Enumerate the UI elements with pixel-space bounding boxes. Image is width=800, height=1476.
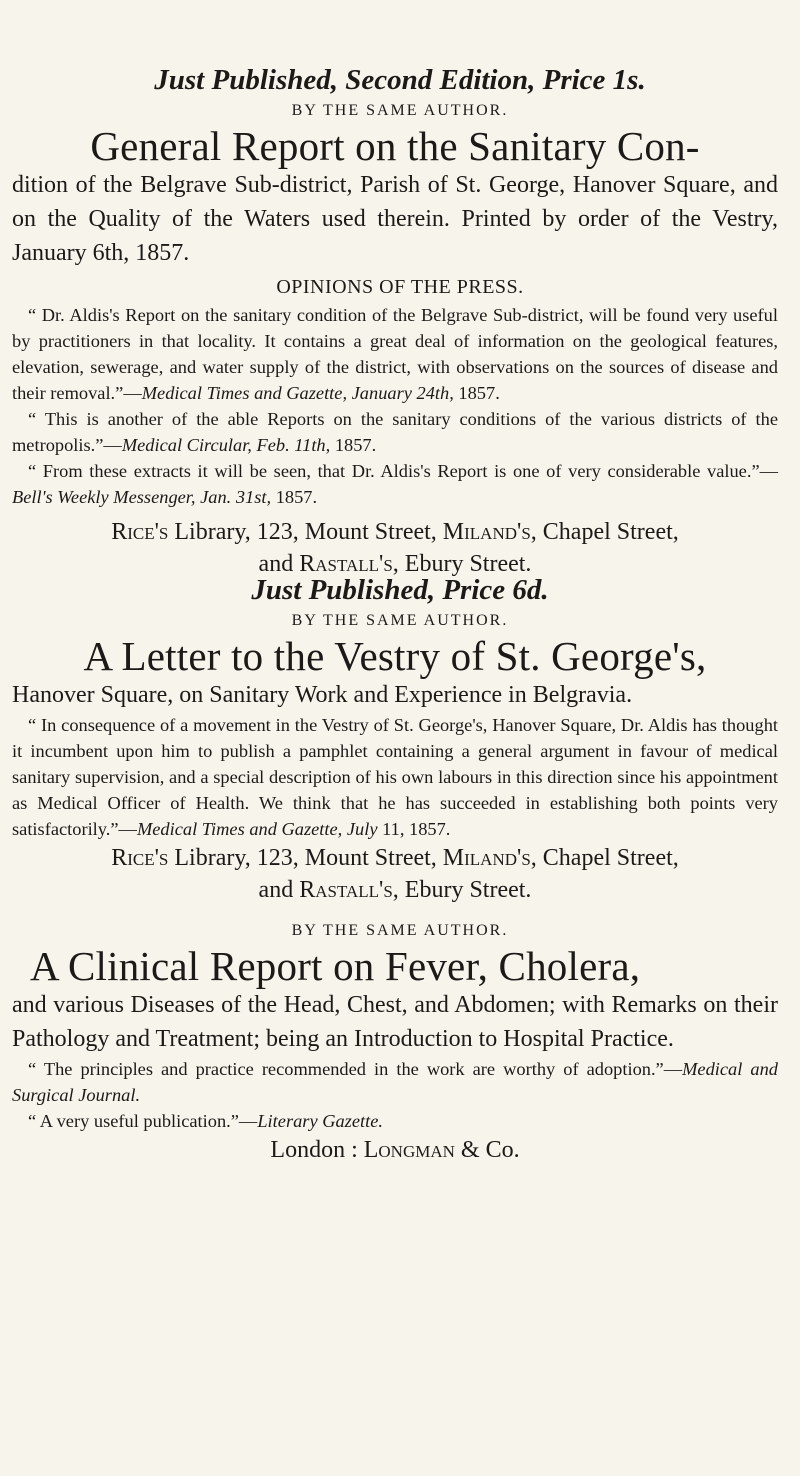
quote-text: “ The principles and practice recommended in the work are worthy of adoption.”—	[28, 1059, 683, 1079]
quote-text: “ A very useful publication.”—	[28, 1111, 258, 1131]
publisher-text: & Co.	[454, 1137, 520, 1163]
book-subtitle: and various Diseases of the Head, Chest, and Abdomen; with Remarks on their Pathology and Treatment; being an Introduction to Hospital Practice.	[12, 992, 778, 1052]
book-subtitle: dition of the Belgrave Sub-district, Parish of St. George, Hanover Square, and on the Quality of the Waters used therein. Printed by order of the Vestry, January 6th, 1857.	[12, 172, 778, 266]
quote-source-tail: 11, 1857.	[377, 819, 451, 839]
quote-source-tail: 1857.	[330, 435, 377, 455]
seller-text: , Ebury Street.	[392, 877, 532, 903]
seller-address	[12, 516, 778, 580]
byline: BY THE SAME AUTHOR.	[291, 922, 509, 939]
quote-source: Literary Gazette.	[257, 1111, 383, 1131]
press-quote	[12, 302, 778, 406]
seller-text: , Ebury Street.	[392, 551, 532, 577]
publisher-text: London :	[270, 1137, 364, 1163]
quote-source: Medical and Surgical Journal.	[12, 1059, 778, 1105]
opinions-heading: OPINIONS OF THE PRESS.	[276, 276, 524, 298]
book-subtitle: Hanover Square, on Sanitary Work and Experience in Belgravia.	[12, 682, 633, 708]
seller-text: Library, 123, Mount Street,	[168, 519, 443, 545]
book-title	[12, 944, 778, 1056]
book-title	[12, 634, 778, 712]
seller-name: Rice's	[111, 845, 169, 871]
quote-text: “ Dr. Aldis's Report on the sanitary condition of the Belgrave Sub-district, will be found very useful by practitioners in that locality. It contains a great deal of information on the geological features, elevation, sewerage, and water supply of the district, with observations on the sources of disease and their removal.”—	[12, 305, 778, 403]
seller-name: Miland's	[442, 519, 531, 545]
press-quote	[12, 406, 778, 458]
quote-source-tail: 1857.	[271, 487, 318, 507]
publisher-line	[12, 1134, 778, 1166]
advert-letter-to-vestry	[0, 572, 800, 906]
seller-text: Library, 123, Mount Street,	[168, 845, 443, 871]
quote-source: Bell's Weekly Messenger, Jan. 31st,	[12, 487, 272, 507]
press-quote	[12, 458, 778, 510]
seller-name: Rice's	[111, 519, 169, 545]
seller-address	[12, 842, 778, 906]
quote-source: Medical Times and Gazette, July	[136, 819, 378, 839]
seller-name: Rastall's	[299, 551, 393, 577]
book-headline: General Report on the Sanitary Con-	[90, 123, 700, 169]
seller-name: Rastall's	[299, 877, 393, 903]
advert-eyebrow: Just Published, Second Edition, Price 1s.	[154, 64, 646, 96]
press-quote	[12, 1108, 778, 1134]
quote-source: Medical Times and Gazette, January 24th,	[141, 383, 454, 403]
publisher-name: Longman	[363, 1137, 455, 1163]
book-headline: A Clinical Report on Fever, Cholera,	[30, 943, 641, 989]
byline: BY THE SAME AUTHOR.	[291, 612, 509, 629]
press-quote	[12, 712, 778, 842]
book-headline: A Letter to the Vestry of St. George's,	[83, 633, 707, 679]
quote-source-tail: 1857.	[453, 383, 500, 403]
advert-general-report	[0, 62, 800, 580]
quote-source: Medical Circular, Feb. 11th,	[121, 435, 331, 455]
quote-text: “ This is another of the able Reports on the sanitary conditions of the various districts of the metropolis.”—	[12, 409, 778, 455]
advert-clinical-report	[0, 918, 800, 1166]
byline: BY THE SAME AUTHOR.	[291, 102, 509, 119]
book-title	[12, 124, 778, 270]
seller-text: , Chapel Street,	[530, 845, 679, 871]
seller-text: and	[258, 551, 300, 577]
seller-name: Miland's	[442, 845, 531, 871]
quote-text: “ In consequence of a movement in the Vestry of St. George's, Hanover Square, Dr. Aldis has thought it incumbent upon him to publish a pamphlet containing a general argument in favour of medical sanitary supervision, and a special description of his own labours in this direction since his appointment as Medical Officer of Health. We think that he has succeeded in establishing both points very satisfactorily.”—	[12, 715, 778, 839]
seller-text: and	[258, 877, 300, 903]
advert-eyebrow: Just Published, Price 6d.	[251, 574, 549, 606]
quote-text: “ From these extracts it will be seen, that Dr. Aldis's Report is one of very considerable value.”—	[28, 461, 778, 481]
seller-text: , Chapel Street,	[530, 519, 679, 545]
press-quote	[12, 1056, 778, 1108]
